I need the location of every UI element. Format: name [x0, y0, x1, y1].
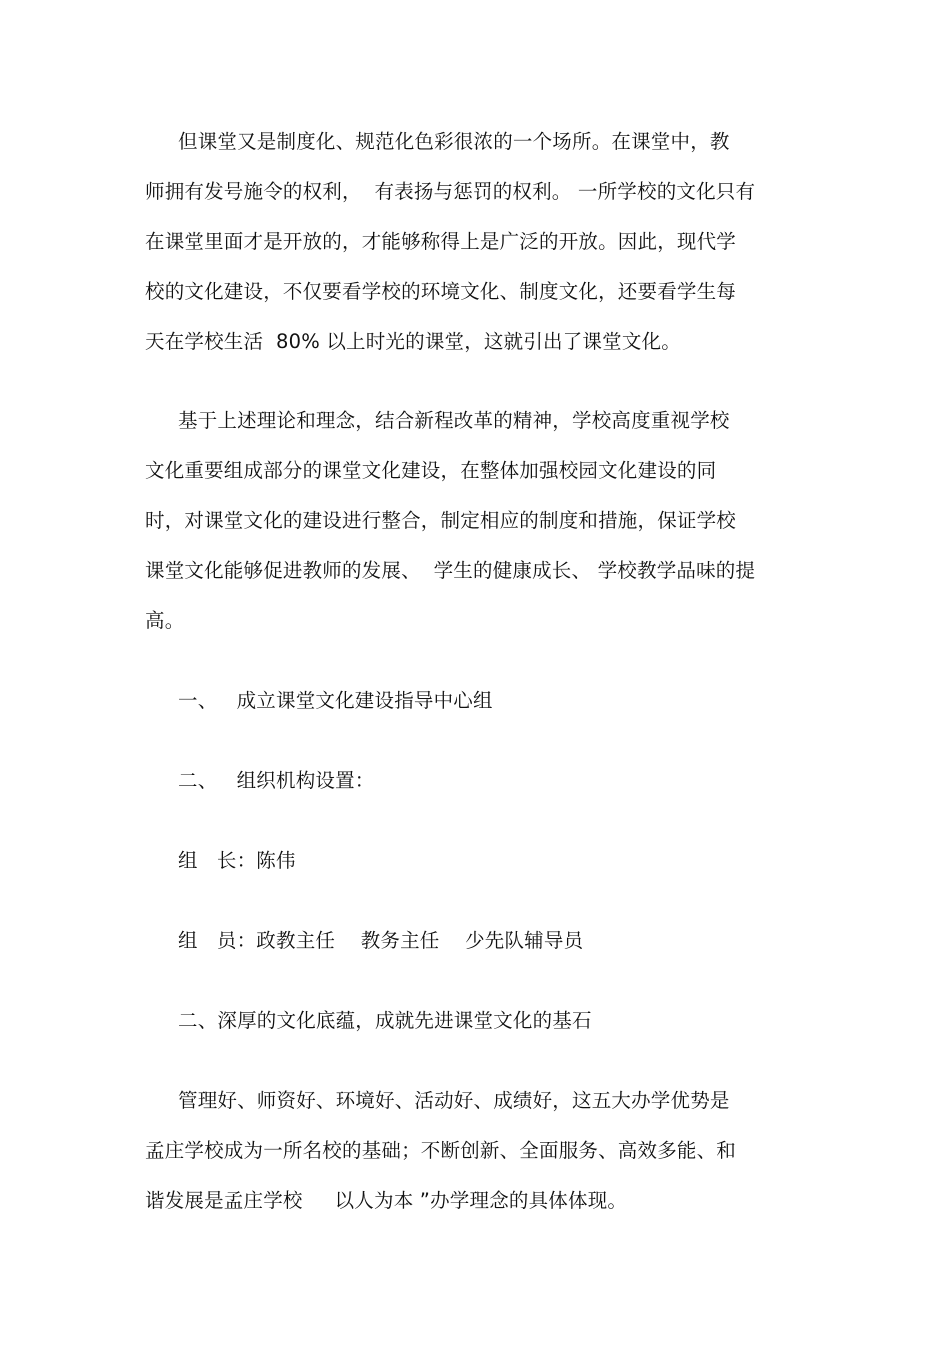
paragraph-2-line-1: 基于上述理论和理念，结合新程改革的精神，学校高度重视学校	[178, 409, 730, 432]
section-heading-2: 二、 组织机构设置：	[178, 769, 375, 792]
paragraph-2-line-2: 文化重要组成部分的课堂文化建设，在整体加强校园文化建设的同	[145, 459, 717, 482]
paragraph-1-line-1: 但课堂又是制度化、规范化色彩很浓的一个场所。在课堂中，教	[178, 130, 730, 153]
paragraph-2-line-3: 时，对课堂文化的建设进行整合，制定相应的制度和措施，保证学校	[145, 509, 737, 532]
group-members-line: 组 员：政教主任 教务主任 少先队辅导员	[178, 929, 584, 952]
paragraph-2-line-5: 高。	[145, 609, 185, 632]
section-heading-1: 一、 成立课堂文化建设指导中心组	[178, 689, 493, 712]
paragraph-1-line-3: 在课堂里面才是开放的，才能够称得上是广泛的开放。因此，现代学	[145, 230, 737, 253]
paragraph-2-line-4: 课堂文化能够促进教师的发展、 学生的健康成长、 学校教学品味的提	[145, 559, 756, 582]
paragraph-3-line-1: 管理好、师资好、环境好、活动好、成绩好，这五大办学优势是	[178, 1089, 730, 1112]
section-heading-3: 二、深厚的文化底蕴，成就先进课堂文化的基石	[178, 1009, 592, 1032]
paragraph-3-line-2: 孟庄学校成为一所名校的基础；不断创新、全面服务、高效多能、和	[145, 1139, 737, 1162]
paragraph-1-line-4: 校的文化建设，不仅要看学校的环境文化、制度文化，还要看学生每	[145, 280, 737, 303]
paragraph-1-line-2: 师拥有发号施令的权利， 有表扬与惩罚的权利。 一所学校的文化只有	[145, 180, 756, 203]
group-leader-line: 组 长：陈伟	[178, 849, 296, 872]
paragraph-3-line-3: 谐发展是孟庄学校 以人为本 ”办学理念的具体体现。	[145, 1189, 628, 1212]
paragraph-1-line-5: 天在学校生活 80% 以上时光的课堂，这就引出了课堂文化。	[145, 330, 681, 353]
